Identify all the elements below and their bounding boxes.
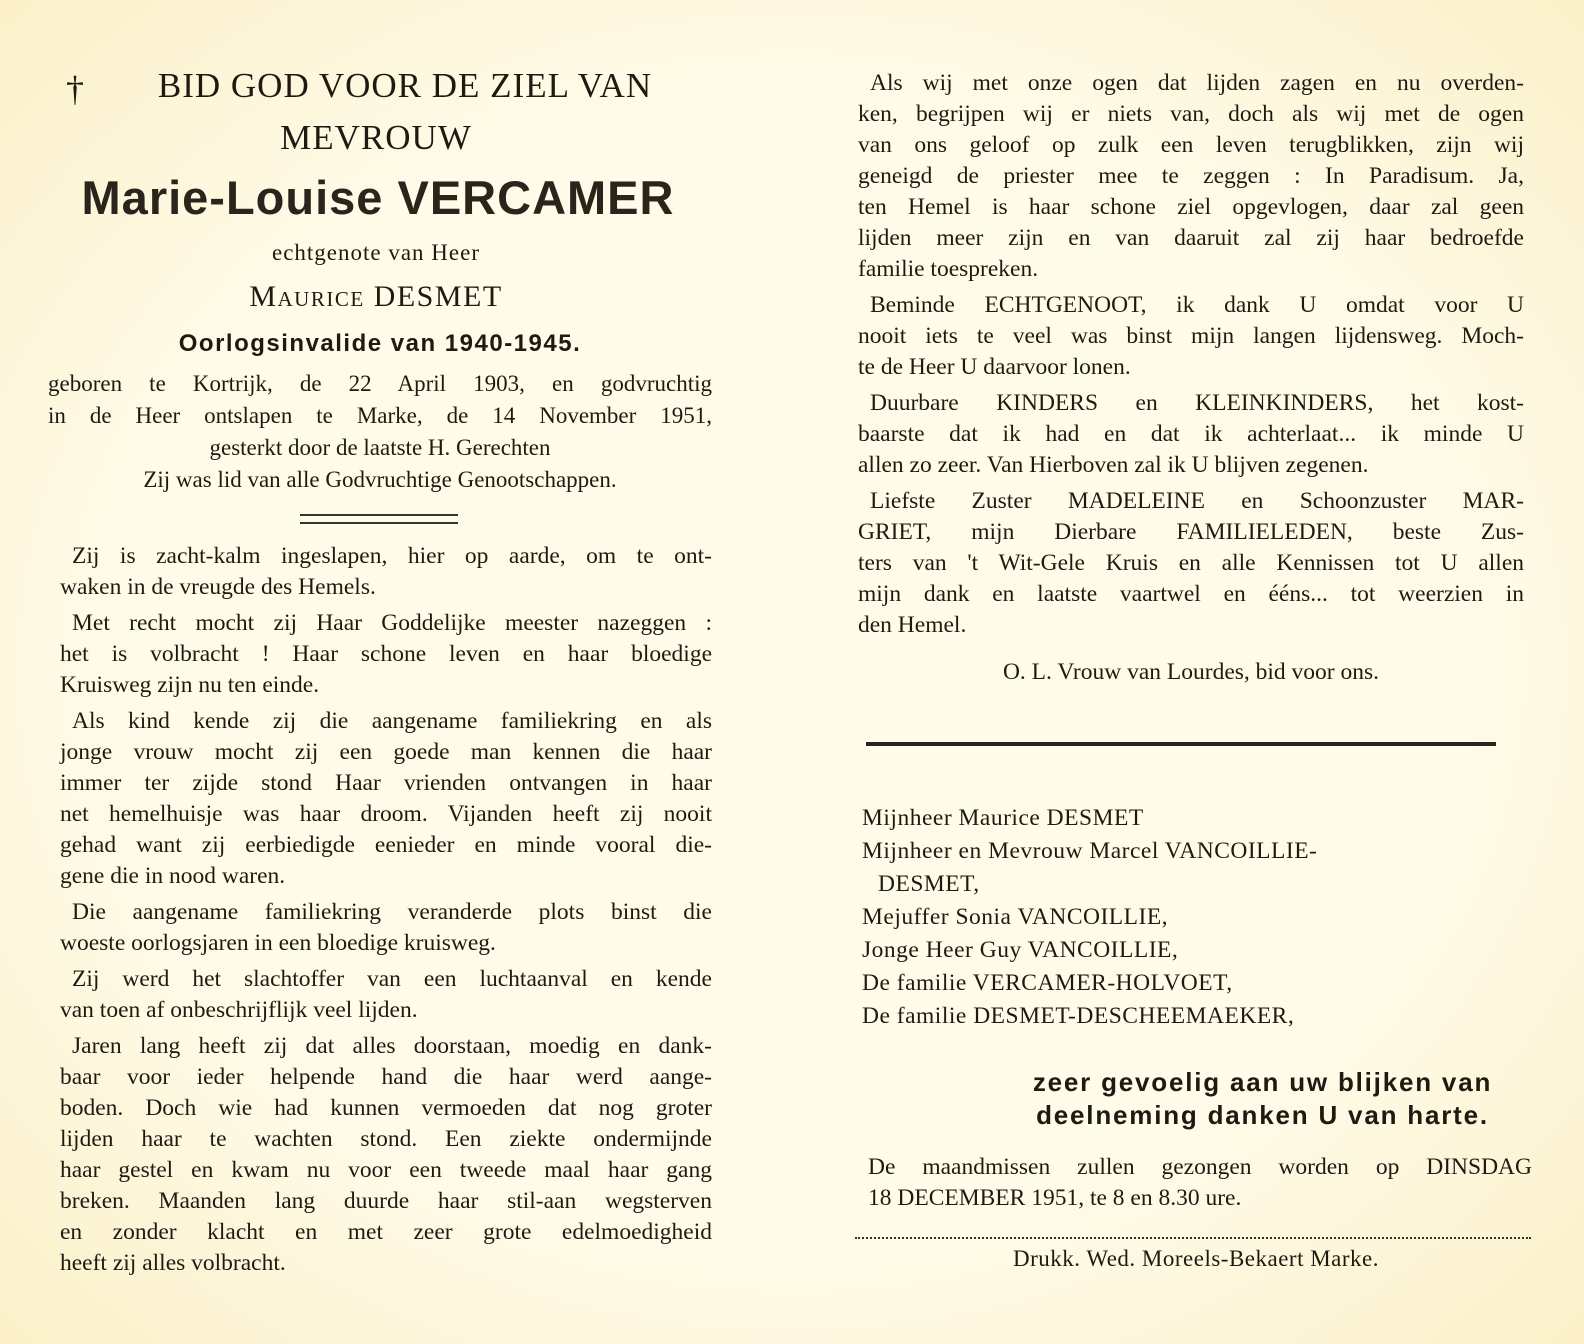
family-member: De familie DESMET-DESCHEEMAEKER,: [862, 1003, 1295, 1029]
birth-line: in de Heer ontslapen te Marke, de 14 November 1951,: [48, 403, 712, 428]
text-line: en zonder klacht en met zeer grote edelmoedigheid: [60, 1219, 712, 1245]
deceased-name: Marie-Louise VERCAMER: [81, 171, 675, 224]
text-line: mijn dank en laatste vaartwel en ééns... tot weerzien in: [858, 581, 1524, 607]
prayer-heading: BID GOD VOOR DE ZIEL VAN: [157, 66, 653, 105]
spouse-title: Oorlogsinvalide van 1940-1945.: [178, 330, 582, 357]
divider-rule: [866, 742, 1496, 746]
birth-line: gesterkt door de laatste H. Gerechten: [209, 435, 551, 460]
text-line: baar voor ieder helpende hand die haar werd aange-: [60, 1064, 712, 1090]
text-line: van ons geloof op zulk een leven terugblikken, zijn wij: [858, 132, 1524, 158]
text-line: Kruisweg zijn nu ten einde.: [60, 672, 320, 698]
spouse-name: Maurice DESMET: [249, 280, 503, 313]
text-line: immer ter zijde stond Haar vrienden ontvangen in haar: [60, 770, 712, 796]
family-member: Mijnheer en Mevrouw Marcel VANCOILLIE-: [862, 838, 1318, 864]
spouse-intro: echtgenote van Heer: [271, 240, 480, 265]
birth-line: Zij was lid van alle Godvruchtige Genootschappen.: [143, 467, 617, 492]
text-line: Zij is zacht-kalm ingeslapen, hier op aarde, om te ont-: [72, 543, 712, 569]
family-member: Mejuffer Sonia VANCOILLIE,: [862, 904, 1169, 930]
text-line: net hemelhuisje was haar droom. Vijanden heeft zij nooit: [60, 801, 712, 827]
thanks-message: [990, 1066, 1535, 1132]
mass-line: 18 DECEMBER 1951, te 8 en 8.30 ure.: [868, 1185, 1242, 1211]
text-line: Als kind kende zij die aangename familiekring en als: [72, 708, 712, 734]
family-list: [862, 802, 1522, 1033]
paragraph: [60, 1031, 712, 1279]
text-line: van toen af onbeschrijflijk veel lijden.: [60, 997, 418, 1023]
paragraph: [60, 964, 712, 1026]
mass-notice: [868, 1152, 1532, 1214]
family-member: De familie VERCAMER-HOLVOET,: [862, 970, 1233, 996]
text-line: ken, begrijpen wij er niets van, doch als wij met de ogen: [858, 101, 1524, 127]
paragraph: [60, 706, 712, 892]
paragraph: [858, 486, 1524, 641]
paragraph: [858, 68, 1524, 285]
text-line: den Hemel.: [858, 612, 967, 638]
text-line: geneigd de priester mee te zeggen : In Paradisum. Ja,: [858, 163, 1524, 189]
text-line: gene die in nood waren.: [60, 863, 286, 889]
text-line: te de Heer U daarvoor lonen.: [858, 354, 1131, 380]
text-line: breken. Maanden lang duurde haar stil-aan wegsterven: [60, 1188, 712, 1214]
text-line: haar gestel en kwam nu voor een tweede maal haar gang: [60, 1157, 712, 1183]
text-line: baarste dat ik had en dat ik achterlaat... ik minde U: [858, 421, 1524, 447]
birth-line: geboren te Kortrijk, de 22 April 1903, en godvruchtig: [48, 371, 712, 396]
text-line: Duurbare KINDERS en KLEINKINDERS, het kost-: [870, 390, 1524, 416]
text-line: Die aangename familiekring veranderde plots binst die: [72, 899, 712, 925]
dotted-divider: [855, 1237, 1531, 1239]
text-line: waken in de vreugde des Hemels.: [60, 574, 376, 600]
text-line: Met recht mocht zij Haar Goddelijke meester nazeggen :: [72, 610, 712, 636]
text-line: ten Hemel is haar schone ziel opgevlogen, daar zal geen: [858, 194, 1524, 220]
text-line: allen zo zeer. Van Hierboven zal ik U blijven zegenen.: [858, 452, 1369, 478]
text-line: jonge vrouw mocht zij een goede man kennen die haar: [60, 739, 712, 765]
right-text-body: [858, 68, 1524, 646]
double-divider: [300, 514, 458, 524]
text-line: ters van 't Wit-Gele Kruis en alle Kennissen tot U allen: [858, 550, 1524, 576]
text-line: GRIET, mijn Dierbare FAMILIELEDEN, beste Zus-: [858, 519, 1524, 545]
text-line: boden. Doch wie had kunnen vermoeden dat nog groter: [60, 1095, 712, 1121]
family-member: Mijnheer Maurice DESMET: [862, 805, 1144, 831]
text-line: Zij werd het slachtoffer van een luchtaanval en kende: [72, 966, 712, 992]
left-text-body: [60, 541, 712, 1284]
text-line: lijden meer zijn en van daaruit zal zij haar bedroefde: [858, 225, 1524, 251]
printer-credit: Drukk. Wed. Moreels-Bekaert Marke.: [1013, 1246, 1379, 1271]
text-line: nooit iets te veel was binst mijn langen lijdensweg. Moch-: [858, 323, 1524, 349]
text-line: Jaren lang heeft zij dat alles doorstaan, moedig en dank-: [72, 1033, 712, 1059]
text-line: heeft zij alles volbracht.: [60, 1250, 286, 1276]
family-member: DESMET,: [878, 871, 980, 897]
text-line: woeste oorlogsjaren in een bloedige kruisweg.: [60, 930, 496, 956]
mass-line: De maandmissen zullen gezongen worden op DINSDAG: [868, 1154, 1532, 1180]
paragraph: [60, 897, 712, 959]
thanks-line: deelneming danken U van harte.: [1036, 1100, 1489, 1130]
paragraph: [60, 608, 712, 701]
text-line: lijden haar te wachten stond. Een ziekte ondermijnde: [60, 1126, 712, 1152]
paragraph: [858, 290, 1524, 383]
text-line: gehad want zij eerbiedigde eenieder en minde vooral die-: [60, 832, 712, 858]
thanks-line: zeer gevoelig aan uw blijken van: [1032, 1067, 1493, 1097]
closing-prayer: O. L. Vrouw van Lourdes, bid voor ons.: [1002, 659, 1380, 685]
cross-icon: †: [66, 69, 84, 109]
text-line: het is volbracht ! Haar schone leven en haar bloedige: [60, 641, 712, 667]
text-line: Als wij met onze ogen dat lijden zagen en nu overden-: [870, 70, 1524, 96]
text-line: familie toespreken.: [858, 256, 1039, 282]
paragraph: [858, 388, 1524, 481]
salutation: MEVROUW: [280, 118, 472, 157]
family-member: Jonge Heer Guy VANCOILLIE,: [862, 937, 1179, 963]
text-line: Beminde ECHTGENOOT, ik dank U omdat voor U: [870, 292, 1524, 318]
birth-death-details: [48, 368, 712, 496]
text-line: Liefste Zuster MADELEINE en Schoonzuster MAR-: [870, 488, 1524, 514]
paragraph: [60, 541, 712, 603]
